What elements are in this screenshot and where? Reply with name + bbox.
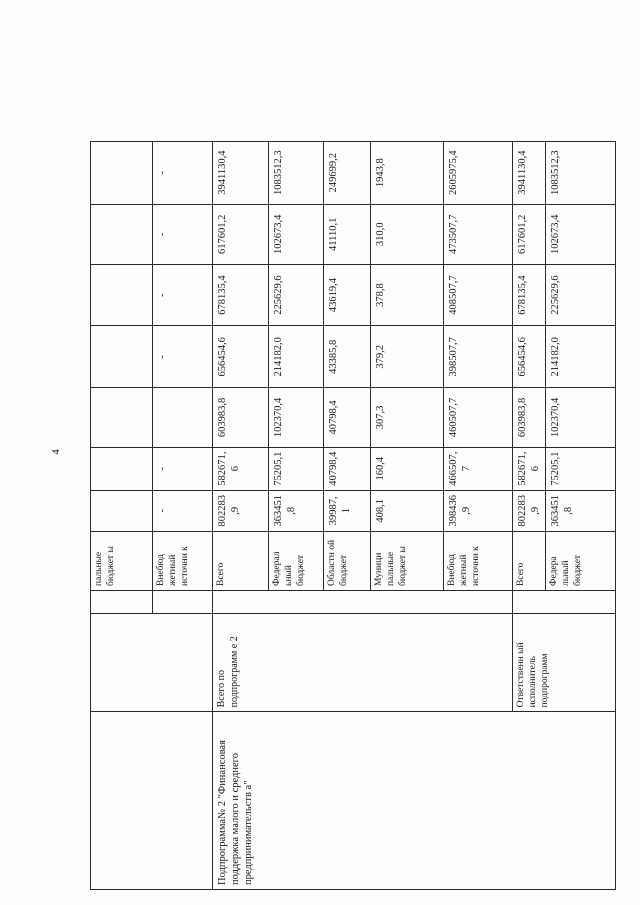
value-cell <box>91 326 153 388</box>
funding-source-label: Федера льный бюджет <box>546 531 616 590</box>
value-cell: 582671,6 <box>213 447 269 490</box>
empty-cell <box>513 591 616 614</box>
value-cell: 310,0 <box>371 204 444 264</box>
rotated-table-wrapper <box>90 10 583 890</box>
funding-source-label: Областн ой бюджет <box>324 531 371 590</box>
value-cell: 398436,9 <box>444 490 513 531</box>
value-cell: 460507,7 <box>444 388 513 447</box>
value-cell: 43619,4 <box>324 264 371 325</box>
empty-cell <box>91 614 213 712</box>
value-cell <box>153 388 213 447</box>
value-cell: - <box>153 447 213 490</box>
value-cell: 2605975,4 <box>444 141 513 204</box>
value-cell: 102370,4 <box>269 388 324 447</box>
table-row <box>213 11 269 890</box>
value-cell: 102370,4 <box>546 388 616 447</box>
value-cell: 678135,4 <box>213 264 269 325</box>
value-cell: 363451,8 <box>269 490 324 531</box>
value-cell: 249699,2 <box>324 141 371 204</box>
value-cell: 617601,2 <box>213 204 269 264</box>
value-cell: 43385,8 <box>324 326 371 388</box>
value-cell: 379,2 <box>371 326 444 388</box>
value-cell: 603983,8 <box>213 388 269 447</box>
funding-source-label: Всего <box>213 531 269 590</box>
value-cell <box>91 447 153 490</box>
empty-cell <box>213 591 513 614</box>
value-cell: 1083512,3 <box>269 141 324 204</box>
value-cell: 225629,6 <box>546 264 616 325</box>
value-cell: - <box>153 264 213 325</box>
value-cell: - <box>153 490 213 531</box>
value-cell: 40798,4 <box>324 447 371 490</box>
value-cell: 102673,4 <box>546 204 616 264</box>
value-cell <box>91 264 153 325</box>
subprogram-total-label: Всего по подпрограмм е 2 <box>213 614 513 712</box>
value-cell: 3941130,4 <box>213 141 269 204</box>
subprogram-title: Подпрограмма№ 2 "Финансовая поддержка малого и среднего предпринимательств а" <box>213 712 616 890</box>
value-cell <box>91 141 153 204</box>
value-cell: - <box>153 326 213 388</box>
page-number: 4 <box>50 449 62 455</box>
value-cell: 802283,9 <box>213 490 269 531</box>
value-cell: 603983,8 <box>513 388 546 447</box>
table-row <box>91 11 153 890</box>
funding-source-label: Внебюд жетный источни к <box>444 531 513 590</box>
value-cell: 40798,4 <box>324 388 371 447</box>
empty-cell <box>153 591 213 614</box>
value-cell: 3941130,4 <box>513 141 546 204</box>
value-cell <box>91 204 153 264</box>
value-cell: 466507,7 <box>444 447 513 490</box>
value-cell: 398507,7 <box>444 326 513 388</box>
value-cell: 802283,9 <box>513 490 546 531</box>
value-cell: 378,8 <box>371 264 444 325</box>
value-cell: 225629,6 <box>269 264 324 325</box>
value-cell: 75205,1 <box>269 447 324 490</box>
value-cell: 408,1 <box>371 490 444 531</box>
value-cell: 363451,8 <box>546 490 616 531</box>
funding-source-label: Муници пальные бюджет ы <box>371 531 444 590</box>
value-cell: 582671,6 <box>513 447 546 490</box>
value-cell: 678135,4 <box>513 264 546 325</box>
value-cell: 214182,0 <box>546 326 616 388</box>
value-cell: 39987,1 <box>324 490 371 531</box>
value-cell: 214182,0 <box>269 326 324 388</box>
value-cell: 617601,2 <box>513 204 546 264</box>
funding-source-label: Всего <box>513 531 546 590</box>
value-cell: 1943,8 <box>371 141 444 204</box>
value-cell: 408507,7 <box>444 264 513 325</box>
value-cell: 75205,1 <box>546 447 616 490</box>
value-cell <box>91 388 153 447</box>
value-cell: 656454,6 <box>213 326 269 388</box>
budget-table <box>90 10 616 890</box>
funding-source-label: пальные бюджет ы <box>91 531 153 590</box>
value-cell: - <box>153 204 213 264</box>
funding-source-label: Федерал ьный бюджет <box>269 531 324 590</box>
value-cell <box>91 490 153 531</box>
empty-cell <box>91 591 153 614</box>
value-cell: 41110,1 <box>324 204 371 264</box>
value-cell: - <box>153 141 213 204</box>
value-cell: 1083512,3 <box>546 141 616 204</box>
value-cell: 160,4 <box>371 447 444 490</box>
value-cell: 102673,4 <box>269 204 324 264</box>
value-cell: 307,3 <box>371 388 444 447</box>
empty-cell <box>91 712 213 890</box>
value-cell: 473507,7 <box>444 204 513 264</box>
responsible-executor-label: Ответственн ый исполнитель подпрограмм <box>513 614 616 712</box>
funding-source-label: Внебюд жетный источни к <box>153 531 213 590</box>
value-cell: 656454,6 <box>513 326 546 388</box>
